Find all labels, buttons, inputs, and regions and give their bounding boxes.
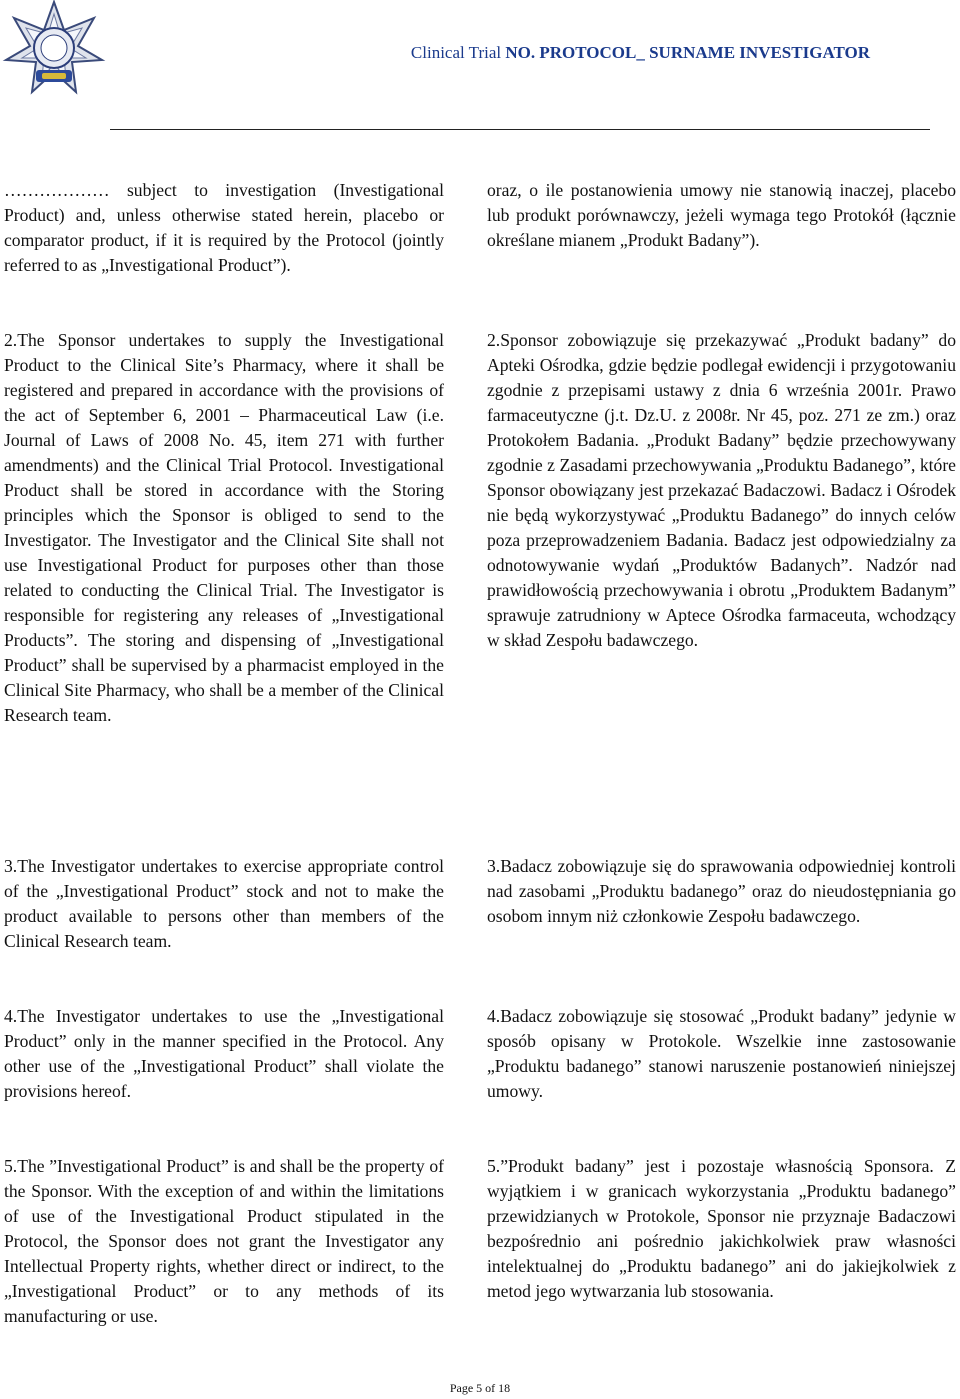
header-divider xyxy=(110,129,930,130)
institution-logo xyxy=(2,0,106,96)
polish-column xyxy=(487,1154,956,1304)
running-header xyxy=(411,43,870,63)
polish-column xyxy=(487,178,956,253)
clause-4-polish: 4.Badacz zobowiązuje się stosować „Produkt badany” jedynie w sposób opisany w Protokole. Wszelkie inne zastosowanie „Produktu badanego” stanowi naruszenie postanowień niniejszej umowy. xyxy=(487,1006,956,1101)
english-column xyxy=(4,328,444,728)
clause-1-english: ……………… subject to investigation (Investigational Product) and, unless otherwise stated herein, placebo or comparator product, if it is required by the Protocol (jointly referred to as „Investigational Product”). xyxy=(4,180,444,275)
cross-emblem-icon xyxy=(2,0,106,96)
clause-2-polish: 2.Sponsor zobowiązuje się przekazywać „Produkt badany” do Apteki Ośrodka, gdzie będzie podlegał ewidencji i przygotowaniu zgodnie z przepisami ustawy z dnia 6 września 2001r. Prawo farmaceutyczne (j.t. Dz.U. z 2008r. Nr 45, poz. 271 ze zm.) oraz Protokołem Badania. „Produkt Badany” będzie przechowywany zgodnie z Zasadami przechowywania „Produktu Badanego”, które Sponsor obowiązany jest przekazać Badaczowi. Badacz i Ośrodek nie będą wykorzystywać „Produktu Badanego” do innych celów poza przeprowadzeniem Badania. Badacz jest odpowiedzialny za odnotowywanie wydań „Produktów Badanych”. Nadzór nad prawidłowością przechowywania i obrotu „Produktem Badanym” sprawuje zatrudniony w Aptece Ośrodka farmaceuta, wchodzący w skład Zespołu badawczego. xyxy=(487,330,956,650)
polish-column xyxy=(487,328,956,653)
page-number: Page 5 of 18 xyxy=(449,1381,511,1395)
header-title-lead: Clinical Trial xyxy=(410,43,502,62)
polish-column xyxy=(487,854,956,929)
clause-3-english: 3.The Investigator undertakes to exercise appropriate control of the „Investigational Product” stock and not to make the product available to persons other than members of the Clinical Research team. xyxy=(4,856,444,951)
polish-column xyxy=(487,1004,956,1104)
clause-4-english: 4.The Investigator undertakes to use the „Investigational Product” only in the manner specified in the Protocol. Any other use of the „Investigational Product” shall violate the provisions hereof. xyxy=(4,1006,444,1101)
english-column xyxy=(4,178,444,278)
clause-5-polish: 5.”Produkt badany” jest i pozostaje własnością Sponsora. Z wyjątkiem i w granicach wykorzystania „Produktu badanego” przewidzianych w Protokole, Sponsor nie przyznaje Badaczowi bezpośrednio ani pośrednio jakichkolwiek praw własności intelektualnej do „Produktu badanego” ani do jakiejkolwiek z metod jego wytwarzania lub stosowania. xyxy=(487,1156,956,1301)
header-title-protocol: NO. PROTOCOL_ SURNAME INVESTIGATOR xyxy=(505,43,870,62)
clause-3-polish: 3.Badacz zobowiązuje się do sprawowania odpowiedniej kontroli nad zasobami „Produktu badanego” oraz do nieudostępniania go osobom innym niż członkowie Zespołu badawczego. xyxy=(487,856,956,926)
english-column xyxy=(4,854,444,954)
clause-2-english: 2.The Sponsor undertakes to supply the Investigational Product to the Clinical Site’s Pharmacy, where it shall be registered and prepared in accordance with the provisions of the act of September 6, 2001 – Pharmaceutical Law (i.e. Journal of Laws of 2008 No. 45, item 271 with further amendments) and the Clinical Trial Protocol. Investigational Product shall be stored in accordance with the Storing principles which the Sponsor is obliged to send to the Investigator. The Investigator and the Clinical Site shall not use Investigational Product for purposes other than those related to conducting the Clinical Trial. The Investigator is responsible for registering any releases of „Investigational Products”. The storing and dispensing of „Investigational Product” shall be supervised by a pharmacist employed in the Clinical Site Pharmacy, who shall be a member of the Clinical Research team. xyxy=(4,330,444,725)
english-column xyxy=(4,1154,444,1329)
clause-5-english: 5.The ”Investigational Product” is and shall be the property of the Sponsor. With the exception of and within the limitations of use of the Investigational Product stipulated in the Protocol, the Sponsor does not grant the Investigator any Intellectual Property rights, whether direct or indirect, to the „Investigational Product” or to any methods of its manufacturing or use. xyxy=(4,1156,444,1326)
clause-1-polish: oraz, o ile postanowienia umowy nie stanowią inaczej, placebo lub produkt porównawczy, jeżeli wymaga tego Protokół (łącznie określane mianem „Produkt Badany”). xyxy=(487,180,956,250)
english-column xyxy=(4,1004,444,1104)
